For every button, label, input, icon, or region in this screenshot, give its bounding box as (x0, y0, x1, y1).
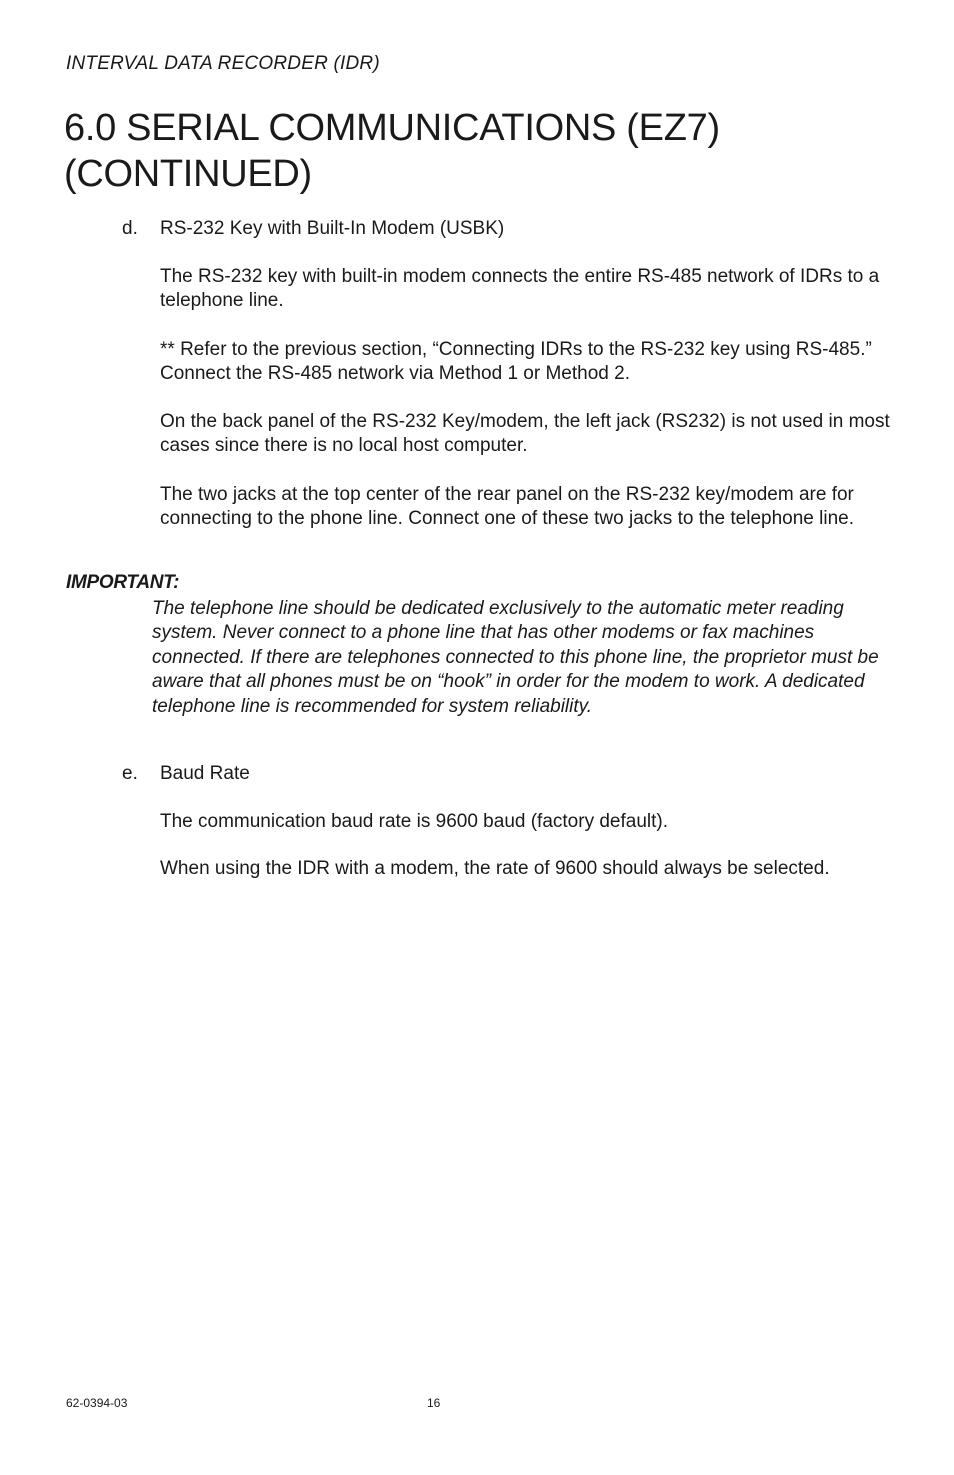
section-d-label: d. (122, 218, 138, 239)
section-e-label: e. (122, 763, 138, 784)
important-note: The telephone line should be dedicated exclusively to the automatic meter reading system. Never connect to a phone line that has other modems or fax machines connected. If there are telephones connected to this phone line, the proprietor must be aware that all phones must be on “hook” in order for the modem to work. A dedicated telephone line is recommended for system reliability. (152, 598, 879, 717)
important-heading: IMPORTANT: (66, 572, 180, 593)
section-e-title: Baud Rate (160, 763, 250, 784)
running-header: INTERVAL DATA RECORDER (IDR) (66, 53, 380, 74)
footer-doc-number: 62-0394-03 (66, 1396, 128, 1410)
page-title-line-1: 6.0 SERIAL COMMUNICATIONS (EZ7) (64, 107, 720, 149)
section-e-paragraph: When using the IDR with a modem, the rate of 9600 should always be selected. (160, 858, 830, 879)
section-e-paragraph: The communication baud rate is 9600 baud (factory default). (160, 811, 669, 832)
section-d-paragraph: On the back panel of the RS-232 Key/modem, the left jack (RS232) is not used in most cases since there is no local host computer. (160, 411, 890, 456)
page-title (64, 105, 720, 197)
section-d-paragraph: ** Refer to the previous section, “Connecting IDRs to the RS-232 key using RS-485.” Connect the RS-485 network via Method 1 or Method 2. (160, 339, 872, 384)
page-title-line-2: (CONTINUED) (64, 153, 312, 195)
footer-page-number: 16 (427, 1396, 441, 1410)
section-d-title: RS-232 Key with Built-In Modem (USBK) (160, 218, 505, 239)
section-d-paragraph: The two jacks at the top center of the rear panel on the RS-232 key/modem are for connecting to the phone line. Connect one of these two jacks to the telephone line. (160, 484, 854, 529)
section-d-paragraph: The RS-232 key with built-in modem connects the entire RS-485 network of IDRs to a telephone line. (160, 266, 880, 311)
